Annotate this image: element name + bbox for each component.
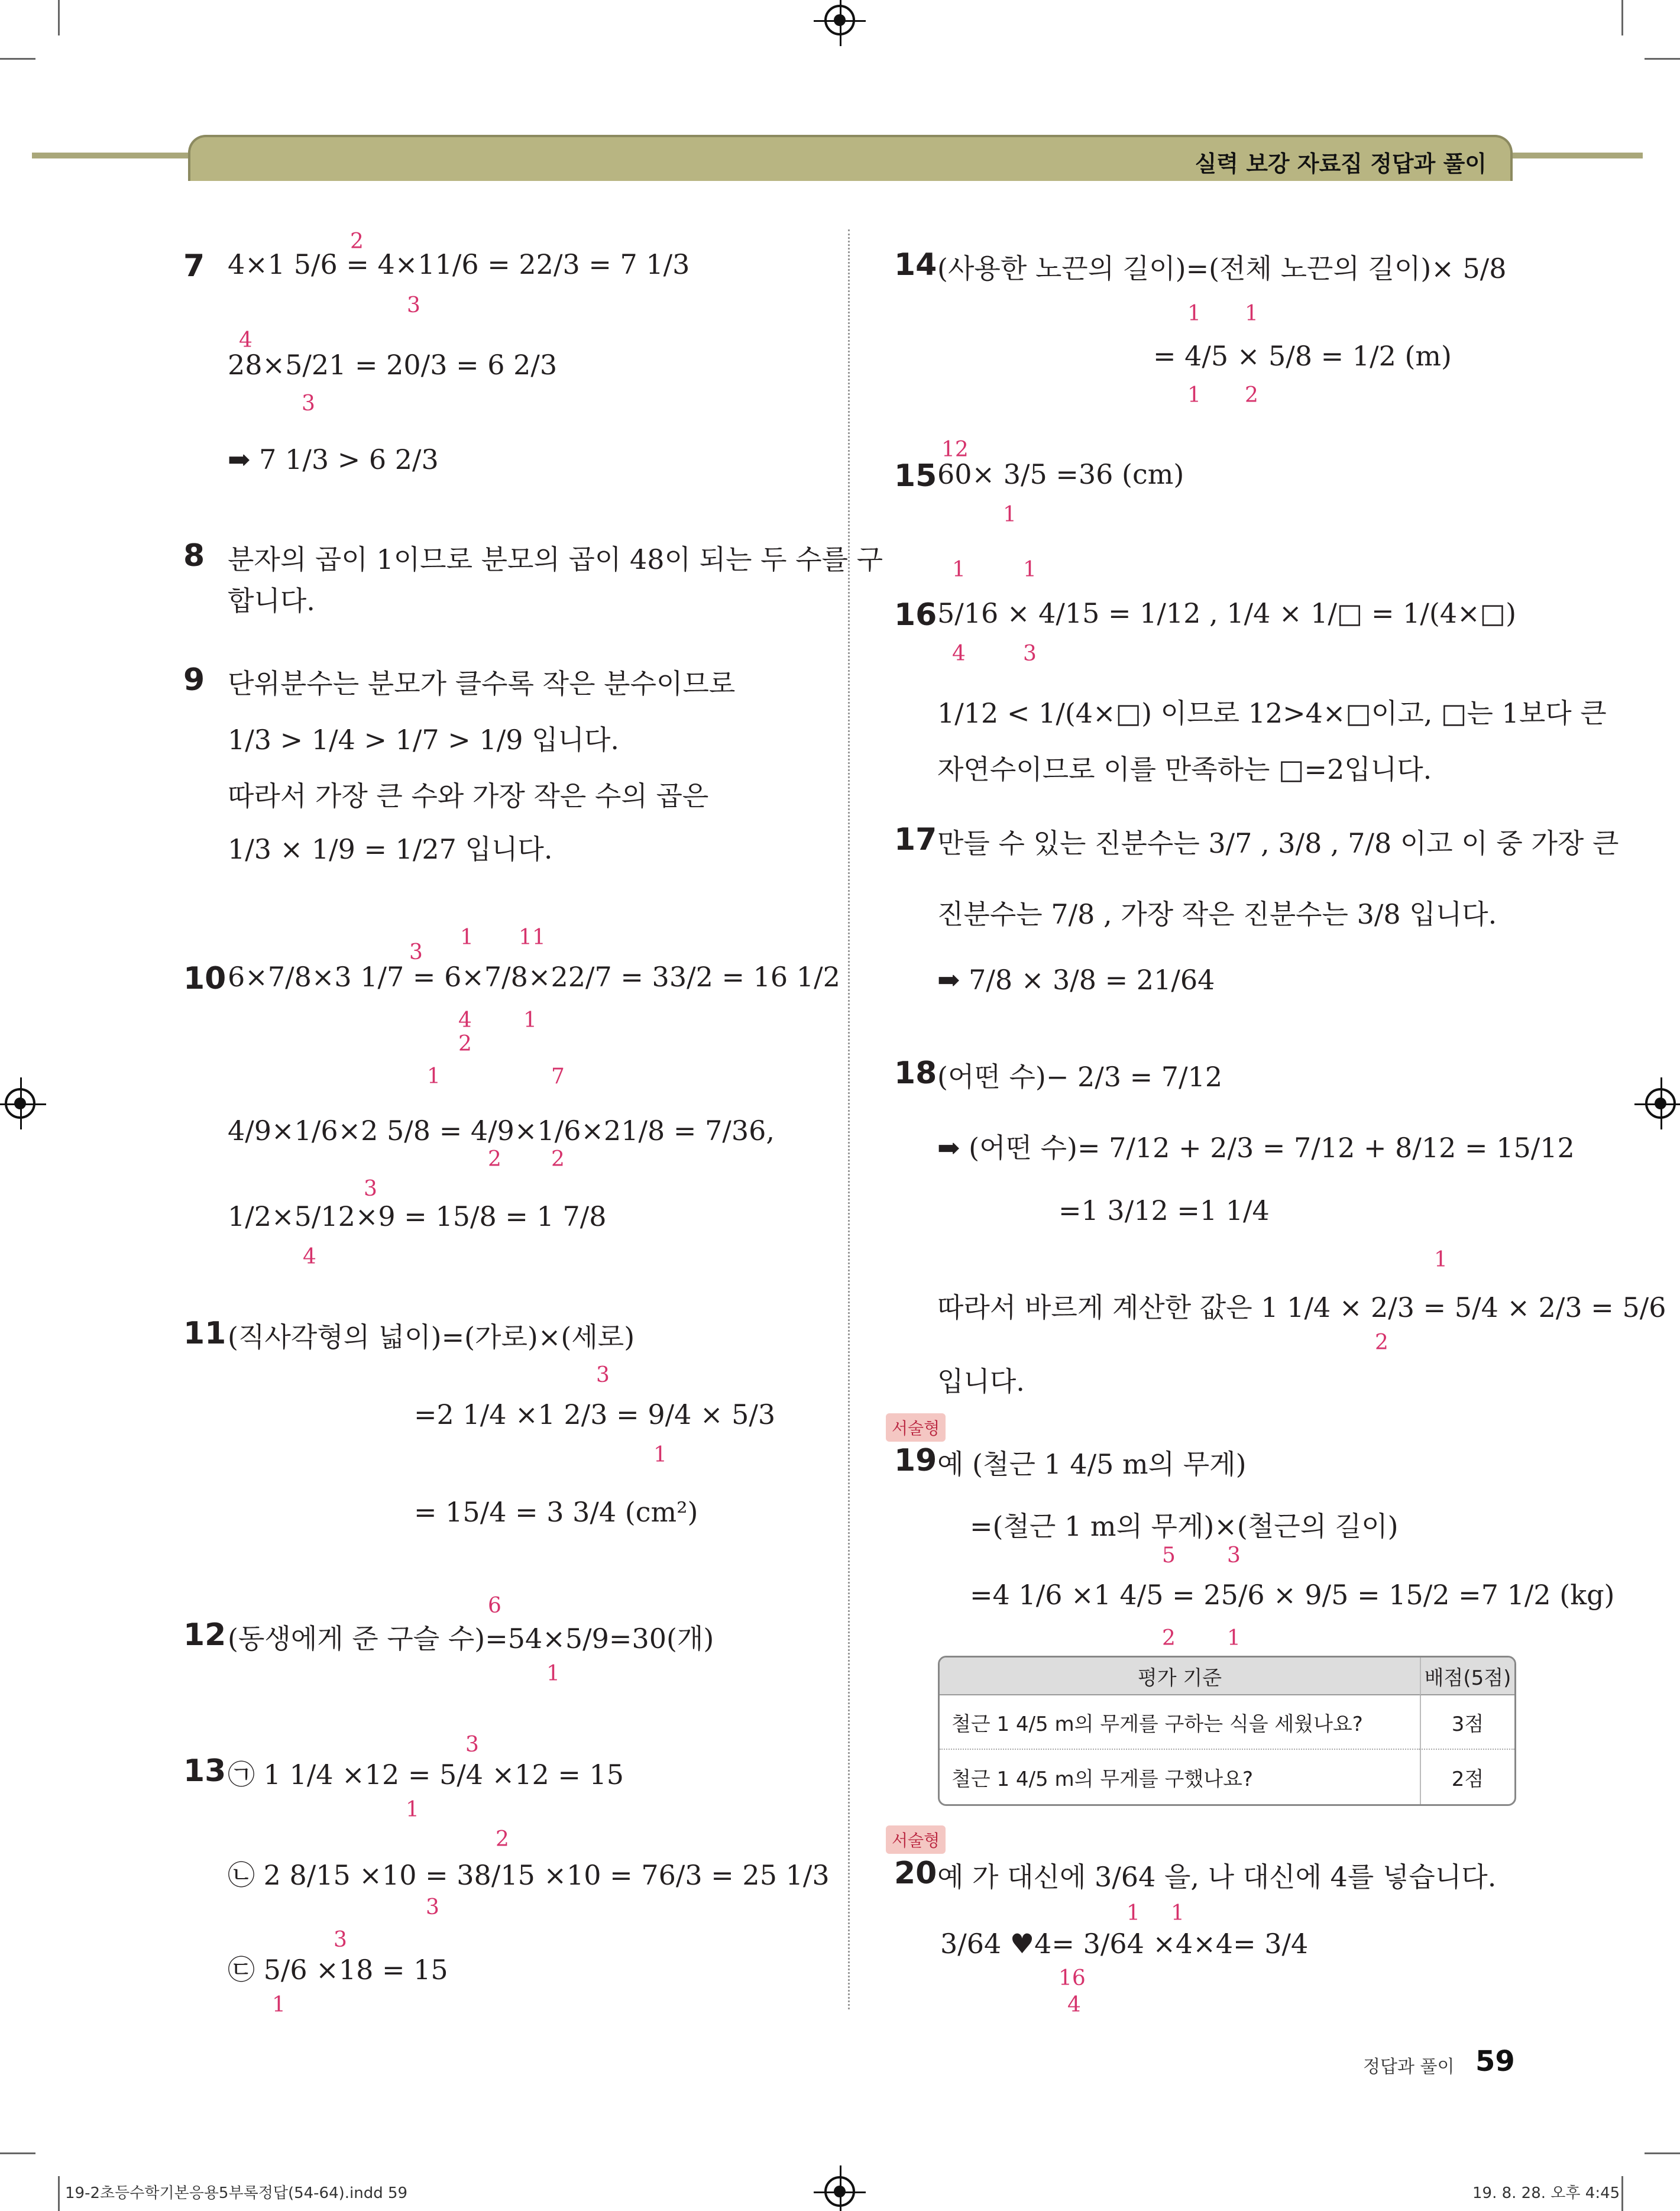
cancel-mark: 3: [407, 293, 420, 318]
solution-line: =1 3/12 =1 1/4: [1059, 1194, 1270, 1226]
cancel-mark: 1: [523, 1008, 537, 1032]
column-divider: [848, 229, 850, 2009]
footer-file-name: 19-2초등수학기본응용5부록정답(54-64).indd 59: [65, 2184, 408, 2202]
essay-type-badge: 서술형: [886, 1825, 946, 1854]
cancel-mark: 3: [409, 940, 423, 964]
crop-mark: [1621, 2176, 1623, 2211]
cancel-mark: 3: [364, 1177, 377, 1201]
crop-mark: [0, 2152, 35, 2154]
problem-number: 9: [183, 662, 205, 698]
evaluation-table: [938, 1656, 1516, 1806]
registration-mark-icon: [824, 2176, 855, 2207]
cancel-mark: 3: [1023, 642, 1037, 666]
cancel-mark: 1: [406, 1798, 419, 1822]
solution-line: 예 가 대신에 3/64 을, 나 대신에 4를 넣습니다.: [937, 1861, 1497, 1893]
table-row: [940, 1750, 1514, 1804]
problem-number: 10: [183, 961, 226, 996]
score-cell: 3점: [1420, 1695, 1514, 1750]
crop-mark: [1645, 58, 1680, 60]
cancel-mark: 2: [1245, 383, 1258, 407]
solution-line: =2 1/4 ×1 2/3 = 9/4 × 5/3: [414, 1399, 776, 1430]
solution-line: 만들 수 있는 진분수는 3/7 , 3/8 , 7/8 이고 이 중 가장 큰: [937, 827, 1619, 859]
cancel-mark: 1: [1187, 383, 1201, 407]
solution-line: =(철근 1 m의 무게)×(철근의 길이): [970, 1510, 1399, 1542]
cancel-mark: 3: [596, 1363, 610, 1387]
problem-number: 14: [894, 247, 937, 283]
cancel-mark: 4: [303, 1245, 316, 1269]
crop-mark: [58, 0, 60, 35]
solution-line: (어떤 수)− 2/3 = 7/12: [937, 1061, 1223, 1093]
cancel-mark: 6: [488, 1594, 501, 1618]
cancel-mark: 1: [1245, 302, 1258, 326]
solution-line: 합니다.: [228, 585, 315, 617]
table-header: 배점(5점): [1420, 1658, 1514, 1695]
solution-line: 6×7/8×3 1/7 = 6×7/8×22/7 = 33/2 = 16 1/2: [228, 961, 840, 993]
registration-mark-icon: [824, 5, 855, 35]
solution-line: ➡ 7 1/3 > 6 2/3: [228, 444, 439, 475]
solution-line: 분자의 곱이 1이므로 분모의 곱이 48이 되는 두 수를 구: [228, 543, 883, 575]
cancel-mark: 1: [1127, 1901, 1140, 1925]
problem-number: 8: [183, 538, 205, 574]
cancel-mark: 4: [1067, 1993, 1081, 2017]
cancel-mark: 3: [334, 1928, 347, 1952]
header-tab: [188, 135, 1513, 181]
problem-number: 16: [894, 597, 937, 633]
header-title: 실력 보강 자료집 정답과 풀이: [1195, 151, 1487, 177]
solution-line: 따라서 가장 큰 수와 가장 작은 수의 곱은: [228, 780, 709, 812]
solution-line: ➡ (어떤 수)= 7/12 + 2/3 = 7/12 + 8/12 = 15/12: [937, 1132, 1575, 1164]
cancel-mark: 5: [1162, 1543, 1176, 1568]
crop-mark: [1645, 2152, 1680, 2154]
cancel-mark: 1: [952, 558, 966, 582]
cancel-mark: 2: [496, 1827, 509, 1851]
footer-date: 19. 8. 28. 오후 4:45: [1472, 2184, 1620, 2202]
cancel-mark: 2: [1162, 1626, 1176, 1650]
solution-line: 4×1 5/6 = 4×11/6 = 22/3 = 7 1/3: [228, 248, 690, 280]
solution-line: 단위분수는 분모가 클수록 작은 분수이므로: [228, 668, 736, 700]
criterion-cell: 철근 1 4/5 m의 무게를 구했나요?: [951, 1767, 1253, 1791]
cancel-mark: 1: [1187, 302, 1201, 326]
cancel-mark: 4: [952, 642, 966, 666]
solution-line: 60× 3/5 =36 (cm): [937, 458, 1184, 490]
score-cell: 2점: [1420, 1750, 1514, 1804]
cancel-mark: 1: [1023, 558, 1037, 582]
solution-line: 1/3 × 1/9 = 1/27 입니다.: [228, 833, 553, 865]
registration-mark-icon: [5, 1088, 35, 1119]
cancel-mark: 3: [1227, 1543, 1241, 1568]
cancel-mark: 11: [519, 925, 546, 950]
solution-line: 따라서 바르게 계산한 값은 1 1/4 × 2/3 = 5/4 × 2/3 = 5/6: [937, 1291, 1666, 1323]
solution-line: 28×5/21 = 20/3 = 6 2/3: [228, 349, 558, 381]
cancel-mark: 12: [941, 438, 969, 462]
problem-number: 17: [894, 822, 937, 857]
problem-number: 11: [183, 1316, 226, 1351]
solution-line: (사용한 노끈의 길이)=(전체 노끈의 길이)× 5/8: [937, 252, 1507, 284]
solution-line: 1/2×5/12×9 = 15/8 = 1 7/8: [228, 1200, 607, 1232]
solution-line: 입니다.: [937, 1365, 1025, 1397]
cancel-mark: 3: [465, 1733, 479, 1757]
solution-line: ㉡ 2 8/15 ×10 = 38/15 ×10 = 76/3 = 25 1/3: [228, 1859, 830, 1891]
cancel-mark: 4: [458, 1008, 472, 1032]
cancel-mark: 4: [239, 328, 253, 352]
cancel-mark: 1: [272, 1993, 286, 2017]
problem-number: 15: [894, 458, 937, 494]
cancel-mark: 2: [488, 1147, 501, 1171]
crop-mark: [0, 58, 35, 60]
cancel-mark: 1: [1171, 1901, 1184, 1925]
page-number: 59: [1475, 2045, 1515, 2078]
cancel-mark: 2: [551, 1147, 565, 1171]
cancel-mark: 1: [1434, 1248, 1448, 1272]
cancel-mark: 1: [1227, 1626, 1241, 1650]
cancel-mark: 2: [350, 229, 364, 254]
solution-line: = 15/4 = 3 3/4 (cm²): [414, 1496, 698, 1528]
cancel-mark: 1: [460, 925, 474, 950]
crop-mark: [58, 2176, 60, 2211]
solution-line: 1/3 > 1/4 > 1/7 > 1/9 입니다.: [228, 724, 620, 756]
problem-number: 20: [894, 1856, 937, 1891]
solution-line: 진분수는 7/8 , 가장 작은 진분수는 3/8 입니다.: [937, 898, 1497, 930]
cancel-mark: 1: [546, 1662, 560, 1686]
cancel-mark: 2: [1375, 1331, 1388, 1355]
cancel-mark: 1: [427, 1064, 441, 1089]
crop-mark: [1621, 0, 1623, 35]
solution-line: 자연수이므로 이를 만족하는 □=2입니다.: [937, 753, 1432, 785]
cancel-mark: 1: [1003, 503, 1017, 527]
cancel-mark: 16: [1059, 1966, 1086, 1990]
solution-line: (직사각형의 넓이)=(가로)×(세로): [228, 1321, 635, 1353]
solution-line: 4/9×1/6×2 5/8 = 4/9×1/6×21/8 = 7/36,: [228, 1115, 775, 1147]
registration-mark-icon: [1645, 1088, 1676, 1119]
criterion-cell: 철근 1 4/5 m의 무게를 구하는 식을 세웠나요?: [940, 1695, 1420, 1750]
problem-number: 12: [183, 1617, 226, 1653]
cancel-mark: 3: [426, 1895, 439, 1919]
table-header: 평가 기준: [940, 1658, 1420, 1695]
cancel-mark: 3: [302, 391, 315, 416]
footer-section-label: 정답과 풀이: [1363, 2057, 1455, 2077]
problem-number: 18: [894, 1056, 937, 1091]
essay-type-badge: 서술형: [886, 1413, 946, 1442]
solution-line: 예 (철근 1 4/5 m의 무게): [937, 1448, 1247, 1480]
solution-line: ➡ 7/8 × 3/8 = 21/64: [937, 964, 1215, 996]
solution-line: 1/12 < 1/(4×□) 이므로 12>4×□이고, □는 1보다 큰: [937, 697, 1607, 729]
problem-number: 19: [894, 1443, 937, 1478]
cancel-mark: 7: [551, 1064, 565, 1089]
problem-number: 7: [183, 248, 205, 284]
table-row: [940, 1695, 1514, 1750]
solution-line: ㉢ 5/6 ×18 = 15: [228, 1954, 448, 1986]
cancel-mark: 2: [458, 1032, 472, 1056]
solution-line: 3/64 ♥4= 3/64 ×4×4= 3/4: [940, 1928, 1309, 1960]
solution-line: =4 1/6 ×1 4/5 = 25/6 × 9/5 = 15/2 =7 1/2 (kg): [970, 1579, 1615, 1611]
solution-line: = 4/5 × 5/8 = 1/2 (m): [1153, 340, 1452, 372]
cancel-mark: 1: [653, 1443, 667, 1467]
solution-line: ㉠ 1 1/4 ×12 = 5/4 ×12 = 15: [228, 1759, 624, 1791]
problem-number: 13: [183, 1753, 226, 1789]
solution-line: (동생에게 준 구슬 수)=54×5/9=30(개): [228, 1623, 714, 1655]
solution-line: 5/16 × 4/15 = 1/12 , 1/4 × 1/□ = 1/(4×□): [937, 597, 1517, 629]
